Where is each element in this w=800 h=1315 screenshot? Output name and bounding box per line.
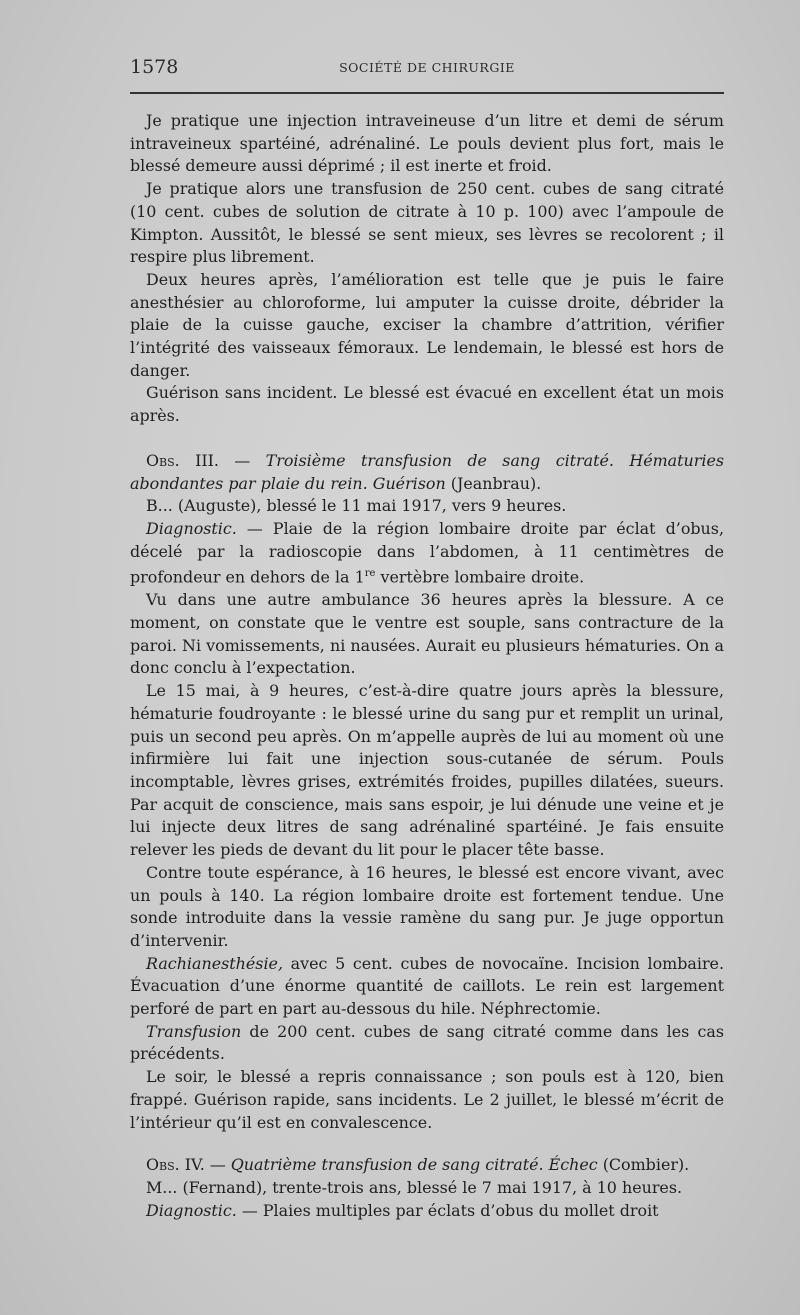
paragraph: Je pratique une injection intraveineuse d’un litre et demi de sérum intraveineux spartéiné, adrénaliné. Le pouls devient plus fort, mais le blessé demeure aussi déprimé ; il est inerte et froid. (130, 111, 724, 176)
observation-title: Quatrième transfusion de sang citraté. Échec (230, 1155, 598, 1175)
transfusion-label: Transfusion (146, 1021, 242, 1041)
paragraph: Le 15 mai, à 9 heures, c’est-à-dire quatre jours après la blessure, hématurie foudroyante : le blessé urine du sang pur et remplit un urinal, puis un second peu après. On m’appelle auprès de lui au moment où une infirmière lui fait une injection sous-cutanée de sérum. Pouls incomptable, lèvres grises, extrémités froides, pupilles dilatées, sueurs. Par acquit de conscience, mais sans espoir, je lui dénude une veine et je lui injecte deux litres de sang adrénaliné spartéiné. Je fais ensuite relever les pieds de devant du lit pour le placer tête basse. (130, 681, 724, 860)
diagnostic-ordinal-suffix: re (364, 568, 376, 580)
header-rule (130, 92, 724, 94)
section-gap (130, 1134, 724, 1154)
diagnostic-end: vertèbre lombaire droite. (375, 567, 585, 587)
paragraph: Le soir, le blessé a repris connaissance ; son pouls est à 120, bien frappé. Guérison rapide, sans incidents. Le 2 juillet, le blessé m’écrit de l’intérieur qu’il est en convalescence. (130, 1067, 724, 1132)
diagnostic-text: — Plaies multiples par éclats d’obus du mollet droit (236, 1200, 659, 1220)
observation-heading (130, 450, 724, 495)
rachianesthesie-text: avec 5 cent. cubes de novocaïne. Incision lombaire. Évacuation d’une énorme quantité de caillots. Le rein est largement perforé de part en part au-dessous du hile. Néphrectomie. (130, 953, 724, 1019)
diagnostic-paragraph (130, 518, 724, 589)
observation-author: (Combier). (597, 1155, 690, 1175)
page-number: 1578 (130, 56, 179, 78)
observation-title: Troisième transfusion de sang citraté. Hématuries abondantes par plaie du rein. Guérison (130, 450, 725, 493)
paragraph: Je pratique alors une transfusion de 250 cent. cubes de sang citraté (10 cent. cubes de solution de citrate à 10 p. 100) avec l’ampoule de Kimpton. Aussitôt, le blessé se sent mieux, ses lèvres se recolorent ; il respire plus librement. (130, 179, 724, 267)
observation-heading (130, 1154, 724, 1177)
page-header (130, 56, 724, 82)
paragraph: Contre toute espérance, à 16 heures, le blessé est encore vivant, avec un pouls à 140. La région lombaire droite est fortement tendue. Une sonde introduite dans la vessie ramène du sang pur. Je juge opportun d’intervenir. (130, 862, 724, 950)
running-head: SOCIÉTÉ DE CHIRURGIE (339, 60, 515, 75)
body-text (130, 110, 724, 1222)
diagnostic-paragraph (130, 1200, 724, 1223)
transfusion-text: de 200 cent. cubes de sang citraté comme dans les cas précédents. (130, 1021, 724, 1064)
diagnostic-ordinal: 1 (354, 567, 365, 587)
observation-label: Obs. IV. (146, 1155, 205, 1175)
transfusion-paragraph (130, 1021, 724, 1066)
section-gap (130, 428, 724, 450)
paragraph: Deux heures après, l’amélioration est telle que je puis le faire anesthésier au chloroforme, lui amputer la cuisse droite, débrider la plaie de la cuisse gauche, exciser la chambre d’attrition, vérifier l’intégrité des vaisseaux fémoraux. Le lendemain, le blessé est hors de danger. (130, 269, 724, 380)
rachianesthesie-paragraph (130, 953, 724, 1021)
diagnostic-label: Diagnostic. (146, 1200, 237, 1220)
patient-line: B... (Auguste), blessé le 11 mai 1917, vers 9 heures. (146, 496, 567, 516)
patient-line: M... (Fernand), trente-trois ans, blessé le 7 mai 1917, à 10 heures. (146, 1177, 683, 1197)
observation-label: Obs. III. (146, 450, 219, 470)
observation-author: (Jeanbrau). (445, 473, 542, 493)
diagnostic-label: Diagnostic. (146, 518, 237, 538)
dash: — (204, 1155, 231, 1175)
dash: — (218, 450, 266, 470)
diagnostic-text: — Plaie de la région lombaire droite par éclat d’obus, décelé par la radioscopie dans l’abdomen, à 11 centimètres de profondeur en dehors de la (130, 518, 724, 587)
paragraph: Guérison sans incident. Le blessé est évacué en excellent état un mois après. (130, 383, 724, 426)
rachianesthesie-label: Rachianesthésie, (146, 953, 284, 973)
paragraph: Vu dans une autre ambulance 36 heures après la blessure. A ce moment, on constate que le ventre est souple, sans contracture de la paroi. Ni vomissements, ni nausées. Aurait eu plusieurs hématuries. On a donc conclu à l’expectation. (130, 590, 724, 678)
